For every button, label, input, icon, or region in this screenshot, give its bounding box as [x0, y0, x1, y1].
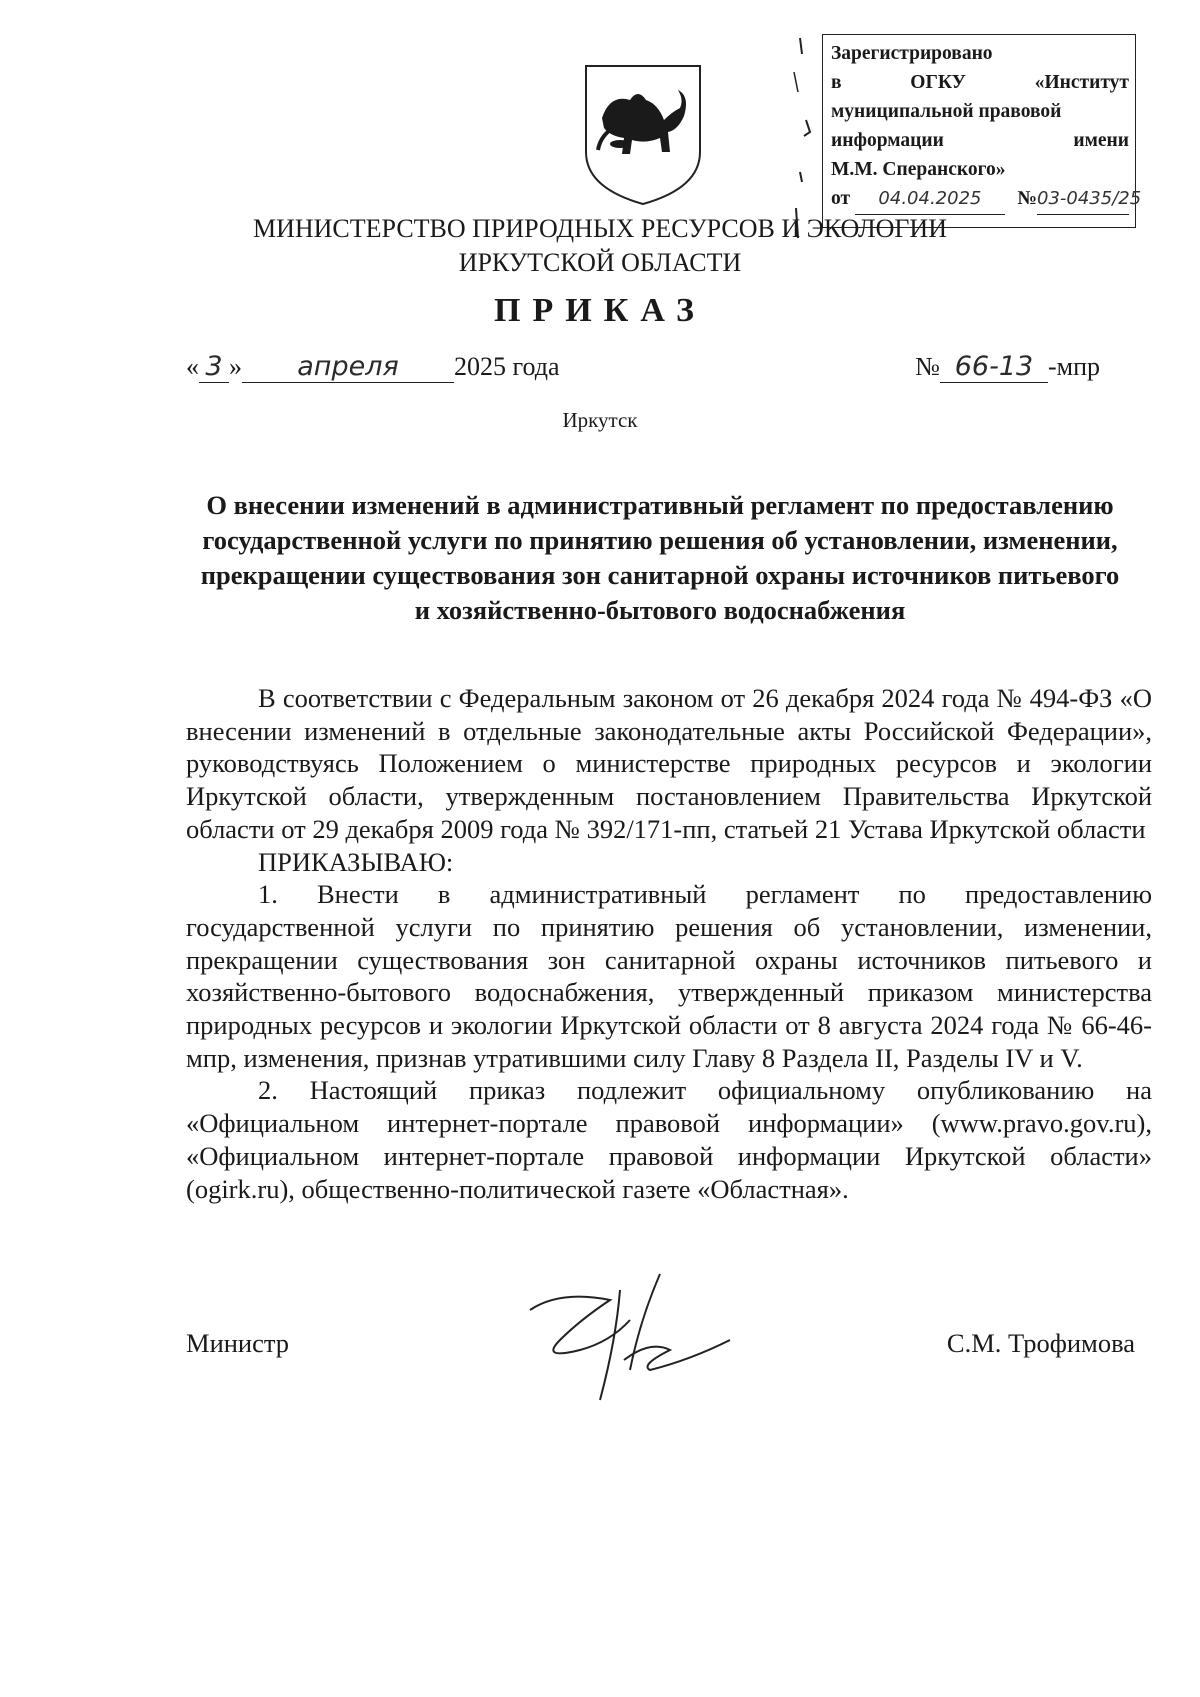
number-value: 66-13 [940, 352, 1048, 383]
stamp-number-label: № [1017, 188, 1037, 209]
stamp-line: «Институт [1034, 72, 1129, 93]
date-year: 2025 года [454, 352, 560, 381]
ministry-name: МИНИСТЕРСТВО ПРИРОДНЫХ РЕСУРСОВ И ЭКОЛОГИИ [252, 214, 947, 243]
stamp-margin-marks [786, 32, 816, 242]
document-title: О внесении изменений в административный регламент по предоставлению государственной услуги по принятию решения об установлении, изменении, прекращении существования зон санитарной охраны источников питьевого и хозяйственно-бытового водоснабжения [200, 490, 1120, 625]
order-item-1: 1. Внести в административный регламент по предоставлению государственной услуги по принятию решения об установлении, изменении, прекращении существования зон санитарной охраны источников питьевого и хозяйственно-бытового водоснабжения, утвержденный приказом министерства природных ресурсов и экологии Иркутской области от 8 августа 2024 года № 66-46-мпр, изменения, признав утратившими силу Главу 8 Раздела II, Разделы IV и V. [186, 879, 1152, 1073]
stamp-line: ОГКУ [910, 72, 966, 93]
date-open-quote: « [186, 352, 199, 381]
document-type: ПРИКАЗ [494, 292, 706, 329]
registration-stamp [822, 34, 1142, 228]
stamp-number: 03-0435/25 [1037, 184, 1129, 215]
city: Иркутск [562, 408, 638, 432]
signatory-role: Министр [186, 1328, 290, 1358]
coat-of-arms-icon [580, 60, 706, 208]
document-body [186, 682, 1152, 1205]
number-sign: № [915, 352, 940, 381]
signatory-name: С.М. Трофимова [946, 1328, 1135, 1358]
stamp-date: 04.04.2025 [855, 184, 1005, 215]
stamp-line: муниципальной правовой [831, 101, 1062, 122]
stamp-line: информации [831, 130, 944, 151]
preamble-paragraph: В соответствии с Федеральным законом от 26 декабря 2024 года № 494-ФЗ «О внесении изменений в отдельные законодательные акты Российской Федерации», руководствуясь Положением о министерстве природных ресурсов и экологии Иркутской области, утвержденным постановлением Правительства Иркутской области от 29 декабря 2009 года № 392/171-пп, статьей 21 Устава Иркутской области [186, 683, 1152, 844]
ministry-region: ИРКУТСКОЙ ОБЛАСТИ [458, 248, 742, 277]
order-word: ПРИКАЗЫВАЮ: [258, 846, 454, 877]
number-suffix: -мпр [1047, 352, 1100, 381]
order-item-2: 2. Настоящий приказ подлежит официальному опубликованию на «Официальном интернет-портале правовой информации» (www.pravo.gov.ru), «Официальном интернет-портале правовой информации Иркутской области» (ogirk.ru), общественно-политической газете «Областная». [186, 1075, 1152, 1204]
stamp-date-label: от [831, 188, 851, 209]
handwritten-signature [520, 1270, 740, 1410]
date-day: 3 [199, 352, 229, 383]
order-date [186, 352, 560, 383]
date-month: апреля [242, 352, 454, 383]
order-number [915, 352, 1100, 383]
stamp-line: имени [1073, 130, 1129, 151]
stamp-line: Зарегистрировано [831, 43, 993, 64]
stamp-line: в [831, 72, 842, 93]
date-close-quote: » [229, 352, 242, 381]
stamp-line: М.М. Сперанского» [831, 159, 1006, 180]
